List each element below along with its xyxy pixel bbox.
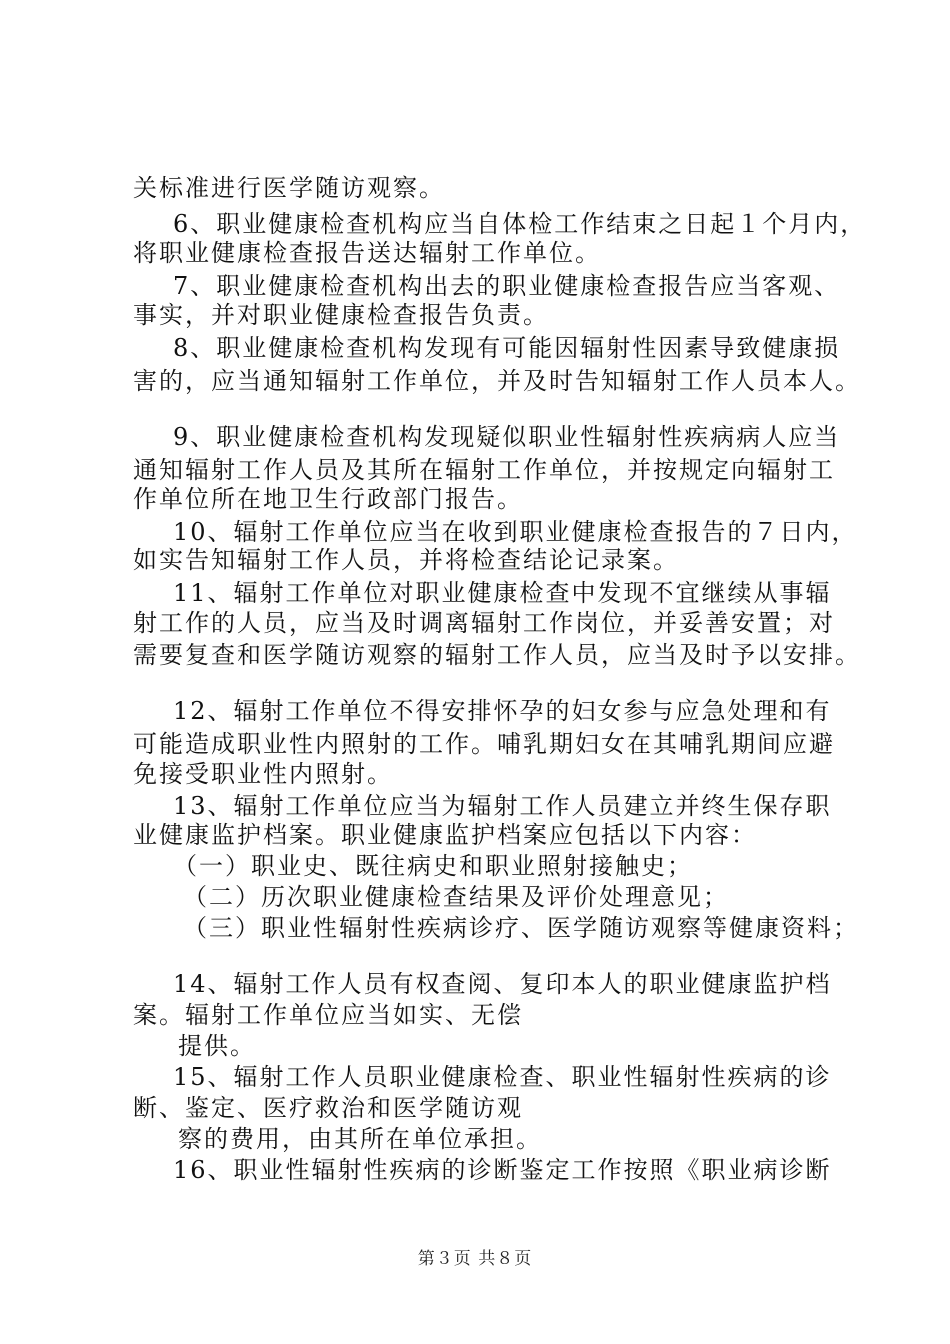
body-text-line: 案。辐射工作单位应当如实、无偿 <box>133 1001 523 1029</box>
body-text-line: 关标准进行医学随访观察。 <box>133 174 445 202</box>
body-text-line: 射工作的人员，应当及时调离辐射工作岗位，并妥善安置；对 <box>133 609 835 637</box>
body-text-line: 提供。 <box>178 1032 256 1060</box>
page-footer: 第３页 共８页 <box>417 1249 533 1269</box>
body-text-line: 13、辐射工作单位应当为辐射工作人员建立并终生保存职 <box>173 792 832 820</box>
list-item: （二）历次职业健康检查结果及评价处理意见； <box>183 883 729 911</box>
body-text-line: 通知辐射工作人员及其所在辐射工作单位，并按规定向辐射工 <box>133 456 835 484</box>
list-item: （一）职业史、既往病史和职业照射接触史； <box>173 852 693 880</box>
body-text-line: 14、辐射工作人员有权查阅、复印本人的职业健康监护档 <box>173 970 832 998</box>
body-text-line: 8、职业健康检查机构发现有可能因辐射性因素导致健康损 <box>173 334 841 362</box>
body-text-line: 将职业健康检查报告送达辐射工作单位。 <box>133 239 601 267</box>
body-text-line: 15、辐射工作人员职业健康检查、职业性辐射性疾病的诊 <box>173 1063 832 1091</box>
body-text-line: 害的，应当通知辐射工作单位，并及时告知辐射工作人员本人。 <box>133 367 861 395</box>
body-text-line: 如实告知辐射工作人员，并将检查结论记录案。 <box>133 546 679 574</box>
body-text-line: 12、辐射工作单位不得安排怀孕的妇女参与应急处理和有 <box>173 697 832 725</box>
body-text-line: 10、辐射工作单位应当在收到职业健康检查报告的７日内， <box>173 518 858 546</box>
body-text-line: 7、职业健康检查机构出去的职业健康检查报告应当客观、 <box>173 272 841 300</box>
body-text-line: 16、职业性辐射性疾病的诊断鉴定工作按照《职业病诊断 <box>173 1156 832 1184</box>
body-text-line: 察的费用，由其所在单位承担。 <box>178 1125 542 1153</box>
body-text-line: 11、辐射工作单位对职业健康检查中发现不宜继续从事辐 <box>173 579 832 607</box>
body-text-line: 9、职业健康检查机构发现疑似职业性辐射性疾病病人应当 <box>173 423 841 451</box>
body-text-line: 断、鉴定、医疗救治和医学随访观 <box>133 1094 523 1122</box>
body-text-line: 业健康监护档案。职业健康监护档案应包括以下内容： <box>133 821 757 849</box>
list-item: （三）职业性辐射性疾病诊疗、医学随访观察等健康资料； <box>183 914 859 942</box>
body-text-line: 可能造成职业性内照射的工作。哺乳期妇女在其哺乳期间应避 <box>133 730 835 758</box>
body-text-line: 6、职业健康检查机构应当自体检工作结束之日起１个月内， <box>173 210 867 238</box>
body-text-line: 需要复查和医学随访观察的辐射工作人员，应当及时予以安排。 <box>133 641 861 669</box>
body-text-line: 作单位所在地卫生行政部门报告。 <box>133 485 523 513</box>
body-text-line: 事实，并对职业健康检查报告负责。 <box>133 301 549 329</box>
body-text-line: 免接受职业性内照射。 <box>133 760 393 788</box>
